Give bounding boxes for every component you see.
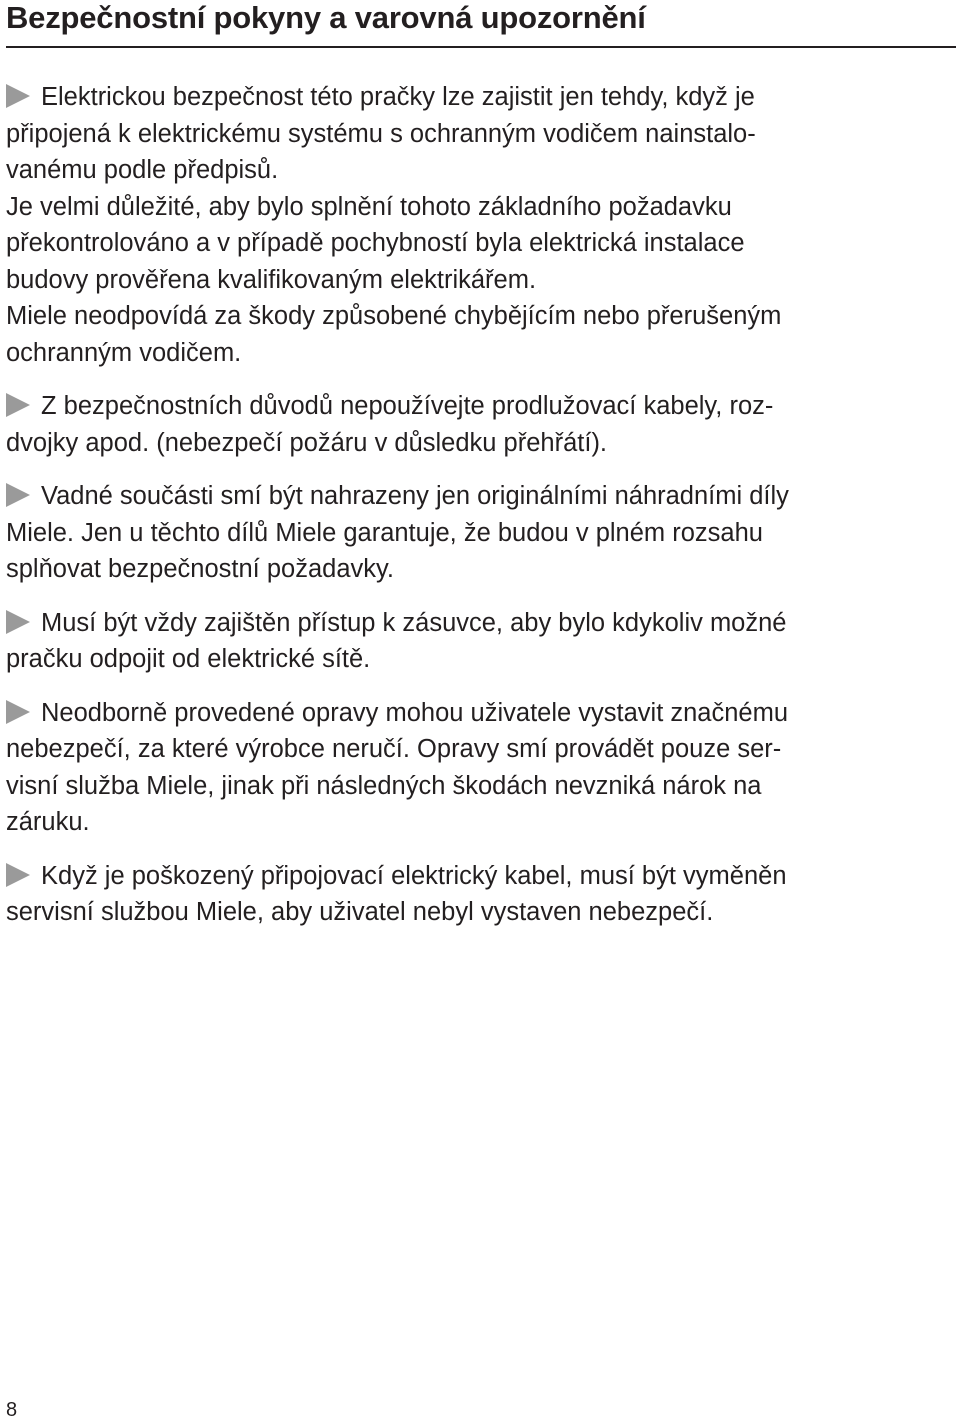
line-text: připojená k elektrickému systému s ochranným vodičem nainstalo-	[6, 119, 756, 148]
page-title: Bezpečnostní pokyny a varovná upozornění	[6, 0, 646, 35]
line-text: dvojky apod. (nebezpečí požáru v důsledku přehřátí).	[6, 428, 608, 457]
text-line	[6, 478, 950, 515]
safety-instruction	[6, 79, 950, 371]
text-line	[6, 388, 950, 425]
triangle-arrow-icon	[6, 700, 30, 724]
safety-instruction	[6, 605, 950, 678]
line-text: visní služba Miele, jinak při následných škodách nevzniká nárok na	[6, 771, 762, 800]
text-line	[6, 262, 950, 299]
text-line	[6, 79, 950, 116]
line-text: Musí být vždy zajištěn přístup k zásuvce, aby bylo kdykoliv možné	[41, 608, 787, 637]
line-text: vanému podle předpisů.	[6, 156, 279, 184]
text-line	[6, 894, 950, 931]
line-text: ochranným vodičem.	[6, 338, 242, 367]
line-text: pračku odpojit od elektrické sítě.	[6, 645, 371, 673]
line-text: překontrolováno a v případě pochybností byla elektrická instalace	[6, 229, 745, 257]
instruction-paragraph	[6, 388, 950, 461]
instruction-paragraph	[6, 605, 950, 678]
page-number: 8	[6, 1399, 18, 1421]
line-text: budovy prověřena kvalifikovaným elektrikářem.	[6, 265, 537, 294]
text-line	[6, 225, 950, 262]
text-line	[6, 298, 950, 335]
safety-instruction	[6, 388, 950, 461]
text-line	[6, 551, 950, 588]
instruction-paragraph	[6, 858, 950, 931]
text-line	[6, 605, 950, 642]
line-text: Neodborně provedené opravy mohou uživatele vystavit značnému	[41, 698, 789, 727]
line-text: Když je poškozený připojovací elektrický kabel, musí být vyměněn	[41, 861, 787, 890]
line-text: nebezpečí, za které výrobce neručí. Opravy smí provádět pouze ser-	[6, 735, 782, 763]
safety-instruction	[6, 695, 950, 841]
line-text: splňovat bezpečnostní požadavky.	[6, 555, 394, 583]
page-header	[6, 0, 956, 48]
instruction-paragraph	[6, 478, 950, 588]
text-line	[6, 425, 950, 462]
line-text: Z bezpečnostních důvodů nepoužívejte prodlužovací kabely, roz-	[41, 392, 774, 420]
instruction-paragraph	[6, 79, 950, 189]
line-text: servisní službou Miele, aby uživatel nebyl vystaven nebezpečí.	[6, 898, 714, 926]
triangle-arrow-icon	[6, 393, 30, 417]
line-text: Elektrickou bezpečnost této pračky lze zajistit jen tehdy, když je	[41, 83, 755, 111]
text-line	[6, 768, 950, 805]
text-line	[6, 641, 950, 678]
text-line	[6, 731, 950, 768]
text-line	[6, 515, 950, 552]
text-line	[6, 858, 950, 895]
line-text: Miele neodpovídá za škody způsobené chybějícím nebo přerušeným	[6, 302, 782, 330]
text-line	[6, 116, 950, 153]
line-text: Miele. Jen u těchto dílů Miele garantuje, že budou v plném rozsahu	[6, 518, 763, 547]
safety-instructions	[6, 79, 950, 948]
safety-instruction	[6, 478, 950, 588]
triangle-arrow-icon	[6, 610, 30, 634]
line-text: Vadné součásti smí být nahrazeny jen originálními náhradními díly	[41, 482, 789, 510]
instruction-paragraph	[6, 189, 950, 299]
text-line	[6, 695, 950, 732]
triangle-arrow-icon	[6, 84, 30, 108]
triangle-arrow-icon	[6, 483, 30, 507]
text-line	[6, 804, 950, 841]
line-text: Je velmi důležité, aby bylo splnění tohoto základního požadavku	[6, 192, 732, 221]
text-line	[6, 152, 950, 189]
text-line	[6, 335, 950, 372]
text-line	[6, 189, 950, 226]
line-text: záruku.	[6, 808, 90, 836]
instruction-paragraph	[6, 298, 950, 371]
triangle-arrow-icon	[6, 863, 30, 887]
safety-instruction	[6, 858, 950, 931]
instruction-paragraph	[6, 695, 950, 841]
